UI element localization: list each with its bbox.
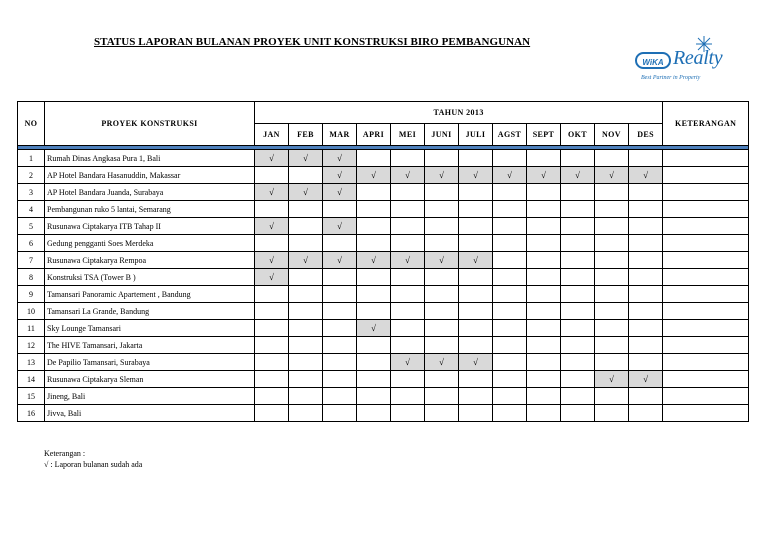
report-check-cell: √ [425, 252, 459, 269]
report-check-cell: √ [255, 218, 289, 235]
month-cell [595, 269, 629, 286]
month-header: NOV [595, 124, 629, 146]
month-cell [425, 337, 459, 354]
project-name: Sky Lounge Tamansari [45, 320, 255, 337]
header-notes: KETERANGAN [663, 102, 749, 146]
project-name: Pembangunan ruko 5 lantai, Semarang [45, 201, 255, 218]
project-name: AP Hotel Bandara Juanda, Surabaya [45, 184, 255, 201]
month-cell [255, 371, 289, 388]
month-cell [629, 218, 663, 235]
month-cell [561, 354, 595, 371]
month-cell [357, 201, 391, 218]
month-cell [255, 167, 289, 184]
table-row [18, 150, 749, 167]
month-cell [629, 150, 663, 167]
notes-cell [663, 388, 749, 405]
notes-cell [663, 269, 749, 286]
month-cell [391, 388, 425, 405]
month-cell [425, 269, 459, 286]
month-cell [629, 405, 663, 422]
month-cell [561, 252, 595, 269]
month-cell [425, 371, 459, 388]
month-cell [459, 184, 493, 201]
month-cell [459, 371, 493, 388]
month-cell [493, 337, 527, 354]
project-name: Jivva, Bali [45, 405, 255, 422]
header-year: TAHUN 2013 [255, 102, 663, 124]
month-header: APRI [357, 124, 391, 146]
report-check-cell: √ [255, 184, 289, 201]
table-row [18, 201, 749, 218]
month-cell [289, 235, 323, 252]
month-cell [629, 388, 663, 405]
report-check-cell: √ [391, 252, 425, 269]
project-name: AP Hotel Bandara Hasanuddin, Makassar [45, 167, 255, 184]
month-cell [459, 303, 493, 320]
notes-cell [663, 303, 749, 320]
month-cell [255, 354, 289, 371]
report-check-cell: √ [357, 252, 391, 269]
month-cell [493, 150, 527, 167]
month-cell [391, 201, 425, 218]
month-cell [527, 286, 561, 303]
project-name: The HIVE Tamansari, Jakarta [45, 337, 255, 354]
month-cell [629, 303, 663, 320]
month-cell [357, 269, 391, 286]
month-cell [289, 354, 323, 371]
month-cell [629, 184, 663, 201]
report-check-cell: √ [289, 150, 323, 167]
month-cell [357, 184, 391, 201]
row-number: 15 [18, 388, 45, 405]
month-cell [561, 269, 595, 286]
table-row [18, 405, 749, 422]
month-cell [629, 286, 663, 303]
month-cell [527, 201, 561, 218]
notes-cell [663, 201, 749, 218]
month-cell [629, 252, 663, 269]
month-cell [527, 252, 561, 269]
month-cell [527, 218, 561, 235]
project-name: De Papilio Tamansari, Surabaya [45, 354, 255, 371]
month-cell [357, 337, 391, 354]
month-cell [323, 286, 357, 303]
header-no: NO [18, 102, 45, 146]
month-cell [391, 337, 425, 354]
month-cell [527, 371, 561, 388]
month-header: OKT [561, 124, 595, 146]
report-check-cell: √ [425, 167, 459, 184]
row-number: 9 [18, 286, 45, 303]
month-cell [323, 354, 357, 371]
month-cell [595, 218, 629, 235]
month-cell [493, 218, 527, 235]
month-header: FEB [289, 124, 323, 146]
month-cell [425, 286, 459, 303]
notes-heading: Keterangan : [44, 449, 86, 458]
project-name: Gedung pengganti Soes Merdeka [45, 235, 255, 252]
month-cell [493, 405, 527, 422]
report-check-cell: √ [323, 184, 357, 201]
month-cell [255, 320, 289, 337]
month-cell [459, 388, 493, 405]
month-cell [527, 235, 561, 252]
project-name: Rumah Dinas Angkasa Pura 1, Bali [45, 150, 255, 167]
month-cell [595, 405, 629, 422]
month-cell [289, 167, 323, 184]
report-check-cell: √ [629, 371, 663, 388]
report-check-cell: √ [459, 354, 493, 371]
month-cell [459, 150, 493, 167]
month-cell [595, 201, 629, 218]
report-check-cell: √ [493, 167, 527, 184]
row-number: 6 [18, 235, 45, 252]
month-cell [425, 150, 459, 167]
project-name: Rusunawa Ciptakarya ITB Tahap II [45, 218, 255, 235]
notes [44, 448, 142, 470]
month-cell [527, 303, 561, 320]
month-cell [527, 354, 561, 371]
table-row [18, 371, 749, 388]
company-logo [632, 38, 738, 86]
month-cell [595, 337, 629, 354]
month-cell [255, 303, 289, 320]
table-row [18, 303, 749, 320]
notes-cell [663, 218, 749, 235]
report-check-cell: √ [561, 167, 595, 184]
report-check-cell: √ [255, 150, 289, 167]
month-cell [255, 286, 289, 303]
month-cell [391, 320, 425, 337]
month-cell [289, 269, 323, 286]
header-project: PROYEK KONSTRUKSI [45, 102, 255, 146]
project-name: Tamansari La Grande, Bandung [45, 303, 255, 320]
report-check-cell: √ [323, 167, 357, 184]
month-cell [391, 269, 425, 286]
month-header: JAN [255, 124, 289, 146]
month-cell [595, 184, 629, 201]
report-check-cell: √ [425, 354, 459, 371]
table-row [18, 218, 749, 235]
month-cell [561, 371, 595, 388]
month-cell [357, 218, 391, 235]
month-cell [391, 303, 425, 320]
month-cell [561, 320, 595, 337]
report-check-cell: √ [357, 167, 391, 184]
table-row [18, 167, 749, 184]
month-cell [425, 201, 459, 218]
table-row [18, 320, 749, 337]
month-cell [595, 388, 629, 405]
notes-cell [663, 252, 749, 269]
report-check-cell: √ [629, 167, 663, 184]
row-number: 5 [18, 218, 45, 235]
month-cell [595, 235, 629, 252]
notes-cell [663, 337, 749, 354]
project-name: Tamansari Panoramic Apartement , Bandung [45, 286, 255, 303]
table-row [18, 252, 749, 269]
month-cell [561, 184, 595, 201]
month-cell [425, 184, 459, 201]
month-cell [493, 184, 527, 201]
notes-cell [663, 235, 749, 252]
month-cell [561, 150, 595, 167]
month-cell [629, 320, 663, 337]
month-cell [561, 286, 595, 303]
month-cell [493, 286, 527, 303]
month-cell [255, 405, 289, 422]
month-cell [459, 405, 493, 422]
report-check-cell: √ [323, 150, 357, 167]
notes-cell [663, 354, 749, 371]
project-name: Konstruksi TSA (Tower B ) [45, 269, 255, 286]
month-cell [289, 320, 323, 337]
month-cell [323, 405, 357, 422]
report-check-cell: √ [527, 167, 561, 184]
month-cell [357, 303, 391, 320]
table-row [18, 235, 749, 252]
month-cell [527, 405, 561, 422]
month-cell [629, 235, 663, 252]
report-check-cell: √ [391, 167, 425, 184]
notes-cell [663, 405, 749, 422]
report-check-cell: √ [595, 167, 629, 184]
month-cell [493, 269, 527, 286]
month-cell [357, 371, 391, 388]
report-check-cell: √ [595, 371, 629, 388]
month-cell [493, 371, 527, 388]
month-cell [493, 320, 527, 337]
month-cell [323, 320, 357, 337]
month-cell [629, 269, 663, 286]
month-cell [289, 218, 323, 235]
month-cell [561, 218, 595, 235]
month-cell [527, 150, 561, 167]
month-cell [425, 320, 459, 337]
month-cell [561, 405, 595, 422]
table-row [18, 286, 749, 303]
row-number: 7 [18, 252, 45, 269]
month-cell [629, 201, 663, 218]
month-cell [561, 235, 595, 252]
row-number: 4 [18, 201, 45, 218]
report-check-cell: √ [289, 252, 323, 269]
project-name: Rusunawa Ciptakarya Sleman [45, 371, 255, 388]
report-check-cell: √ [459, 167, 493, 184]
notes-cell [663, 286, 749, 303]
report-check-cell: √ [391, 354, 425, 371]
notes-legend: √ : Laporan bulanan sudah ada [44, 460, 143, 469]
report-check-cell: √ [357, 320, 391, 337]
month-cell [493, 388, 527, 405]
month-header: DES [629, 124, 663, 146]
month-cell [357, 235, 391, 252]
month-cell [459, 269, 493, 286]
month-cell [425, 303, 459, 320]
month-cell [561, 201, 595, 218]
month-cell [255, 235, 289, 252]
month-cell [459, 320, 493, 337]
month-cell [289, 303, 323, 320]
month-cell [493, 201, 527, 218]
month-cell [459, 218, 493, 235]
row-number: 13 [18, 354, 45, 371]
month-cell [391, 405, 425, 422]
month-cell [527, 320, 561, 337]
table-row [18, 184, 749, 201]
month-cell [561, 337, 595, 354]
month-header: AGST [493, 124, 527, 146]
month-cell [289, 201, 323, 218]
month-cell [629, 354, 663, 371]
table-row [18, 388, 749, 405]
month-cell [357, 388, 391, 405]
row-number: 11 [18, 320, 45, 337]
month-header: MEI [391, 124, 425, 146]
table-row [18, 337, 749, 354]
month-cell [357, 286, 391, 303]
month-cell [255, 201, 289, 218]
month-cell [527, 184, 561, 201]
notes-cell [663, 320, 749, 337]
row-number: 10 [18, 303, 45, 320]
project-name: Jineng, Bali [45, 388, 255, 405]
row-number: 16 [18, 405, 45, 422]
notes-cell [663, 167, 749, 184]
month-cell [459, 235, 493, 252]
month-cell [595, 354, 629, 371]
month-cell [289, 405, 323, 422]
month-header: JULI [459, 124, 493, 146]
month-cell [255, 388, 289, 405]
month-cell [493, 303, 527, 320]
month-cell [595, 286, 629, 303]
report-check-cell: √ [323, 252, 357, 269]
month-cell [289, 337, 323, 354]
month-cell [425, 218, 459, 235]
notes-cell [663, 371, 749, 388]
report-check-cell: √ [255, 252, 289, 269]
month-cell [493, 252, 527, 269]
month-cell [527, 269, 561, 286]
month-cell [459, 201, 493, 218]
month-cell [629, 337, 663, 354]
row-number: 8 [18, 269, 45, 286]
notes-cell [663, 150, 749, 167]
report-check-cell: √ [255, 269, 289, 286]
month-cell [289, 388, 323, 405]
project-name: Rusunawa Ciptakarya Rempoa [45, 252, 255, 269]
row-number: 12 [18, 337, 45, 354]
month-cell [595, 150, 629, 167]
logo-wordmark: Realty [673, 47, 723, 69]
month-cell [595, 252, 629, 269]
month-cell [357, 354, 391, 371]
month-header: JUNI [425, 124, 459, 146]
month-cell [425, 388, 459, 405]
logo-tagline: Best Partner in Property [641, 75, 701, 81]
month-cell [425, 235, 459, 252]
row-number: 2 [18, 167, 45, 184]
month-header: SEPT [527, 124, 561, 146]
month-cell [357, 405, 391, 422]
table-row [18, 354, 749, 371]
month-cell [561, 303, 595, 320]
row-number: 3 [18, 184, 45, 201]
table-row [18, 269, 749, 286]
month-cell [391, 184, 425, 201]
month-cell [493, 235, 527, 252]
month-cell [391, 218, 425, 235]
month-cell [595, 320, 629, 337]
month-cell [493, 354, 527, 371]
month-cell [289, 286, 323, 303]
month-cell [323, 337, 357, 354]
month-cell [323, 269, 357, 286]
row-number: 1 [18, 150, 45, 167]
month-cell [323, 388, 357, 405]
notes-cell [663, 184, 749, 201]
month-cell [527, 337, 561, 354]
month-cell [459, 286, 493, 303]
month-cell [561, 388, 595, 405]
month-cell [527, 388, 561, 405]
month-cell [391, 235, 425, 252]
month-cell [357, 150, 391, 167]
month-cell [595, 303, 629, 320]
month-header: MAR [323, 124, 357, 146]
report-check-cell: √ [323, 218, 357, 235]
month-cell [391, 371, 425, 388]
month-cell [459, 337, 493, 354]
month-cell [425, 405, 459, 422]
month-cell [323, 303, 357, 320]
month-cell [323, 235, 357, 252]
month-cell [391, 286, 425, 303]
page-title: STATUS LAPORAN BULANAN PROYEK UNIT KONSTRUKSI BIRO PEMBANGUNAN [94, 36, 531, 48]
month-cell [391, 150, 425, 167]
month-cell [323, 201, 357, 218]
logo-badge: WiKA [635, 52, 671, 69]
report-check-cell: √ [459, 252, 493, 269]
month-cell [255, 337, 289, 354]
report-check-cell: √ [289, 184, 323, 201]
row-number: 14 [18, 371, 45, 388]
month-cell [289, 371, 323, 388]
month-cell [323, 371, 357, 388]
status-table [17, 101, 749, 422]
